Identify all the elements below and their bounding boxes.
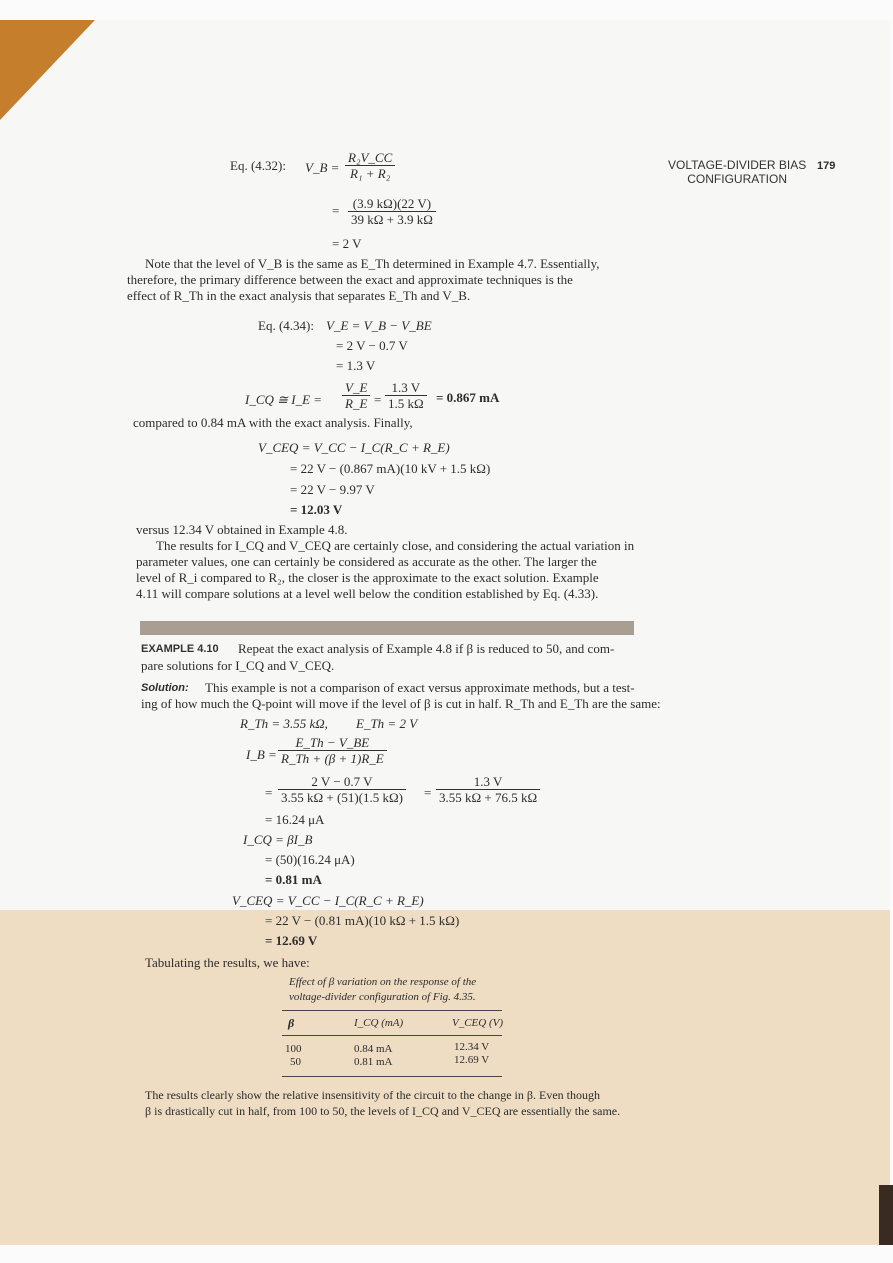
vce2-line2: = 22 V − (0.81 mA)(10 kΩ + 1.5 kΩ) [265,913,460,928]
paragraph-note: Note that the level of V_B is the same as E_Th determined in Example 4.7. Essentially, therefore, the primary difference between the exact and approximate techniques is the effect of R_Th in the exact analysis that separates E_Th and V_B. [127,256,600,303]
solution-line2: ing of how much the Q-point will move if the level of β is cut in half. R_Th and E_Th are the same: [141,696,661,711]
icq2-line2: = (50)(16.24 μA) [265,852,355,867]
eq432-label: Eq. (4.32): [230,158,286,173]
table-header-beta: β [288,1016,295,1030]
ib-lhs: I_B = [246,747,277,762]
eth-value: E_Th = 2 V [356,716,418,731]
icq-fraction1: $\frac{V\_E}{R\_E}$ [342,380,370,411]
ib-fraction1: $\frac{E\_Th - V\_BE}{R\_Th + (\beta + 1)R\_E}$ [278,735,387,766]
eq432-equals: = [332,203,340,218]
eq432-result: = 2 V [332,236,362,251]
icq-result: = 0.867 mA [436,390,500,405]
icq-lhs: I_CQ ≅ I_E = [245,392,323,407]
ib-equals1: = [265,785,273,800]
vce1-line4: = 12.03 V [290,502,343,517]
eq432-fraction2: $\frac{(3.9 k\Omega)(22 V)}{39 k\Omega + 3.9 k\Omega}$ [348,196,436,227]
rth-value: R_Th = 3.55 kΩ, [240,716,328,731]
table-cell: 50 [290,1056,301,1068]
ib-equals2: = [424,785,432,800]
table-cell: 0.81 mA [354,1056,393,1068]
icq2-line1: I_CQ = βI_B [243,832,313,847]
ib-fraction2: $\frac{2 V - 0.7 V}{3.55 k\Omega + (51)(1.5 k\Omega)}$ [278,774,406,805]
ib-fraction3: $\frac{1.3 V}{3.55 k\Omega + 76.5 k\Omega}$ [436,774,540,805]
eq434-line3: = 1.3 V [336,358,376,373]
eq434-label: Eq. (4.34): [258,318,314,333]
versus-text: versus 12.34 V obtained in Example 4.8. [136,522,348,537]
table-header-vceq: V_CEQ (V) [452,1017,504,1029]
results-table [282,1010,502,1077]
binding-edge [879,1185,893,1245]
vce2-line3: = 12.69 V [265,933,318,948]
running-header: VOLTAGE-DIVIDER BIAS CONFIGURATION [668,158,807,186]
table-caption-line2: voltage-divider configuration of Fig. 4.35. [289,991,476,1003]
eq432-lhs: V_B = [305,160,340,175]
icq2-line3: = 0.81 mA [265,872,322,887]
folded-corner [0,20,95,120]
solution-line1: This example is not a comparison of exact versus approximate methods, but a test- [205,680,635,695]
ib-result: = 16.24 μA [265,812,325,827]
example-bar [140,621,634,635]
table-cell: 12.69 V [454,1054,490,1066]
page-shadow-region [0,910,890,1245]
example-line2: pare solutions for I_CQ and V_CEQ. [141,658,335,673]
table-bottom-rule [282,1076,502,1077]
solution-label: Solution: [141,682,189,694]
example-line1: Repeat the exact analysis of Example 4.8 if β is reduced to 50, and com- [238,641,615,656]
icq-fraction2: $\frac{1.3 V}{1.5 k\Omega}$ [385,380,427,411]
vce2-line1: V_CEQ = V_CC − I_C(R_C + R_E) [232,893,424,908]
example-label: EXAMPLE 4.10 [141,643,219,655]
page-number: 179 [817,160,836,172]
paragraph-conclusion: The results clearly show the relative insensitivity of the circuit to the change in β. Even though β is drastically cut in half, from 100 to 50, the levels of I_CQ and V_CEQ are essentially the same. [145,1088,621,1118]
table-cell: 12.34 V [454,1041,490,1053]
table-cell: 100 [285,1043,302,1055]
compared-text: compared to 0.84 mA with the exact analysis. Finally, [133,415,413,430]
vce1-line3: = 22 V − 9.97 V [290,482,375,497]
table-cell: 0.84 mA [354,1043,393,1055]
table-header-row [282,1011,502,1035]
vce1-line2: = 22 V − (0.867 mA)(10 kV + 1.5 kΩ) [290,461,491,476]
table-header-icq: I_CQ (mA) [354,1017,404,1029]
eq434-line2: = 2 V − 0.7 V [336,338,408,353]
paragraph-results: The results for I_CQ and V_CEQ are certainly close, and considering the actual variation in parameter values, one can certainly be considered as accurate as the other. The larger the level of R_i compared to R₂, the closer is the approximate to the exact solution. Example 4.11 will compare solutions at a level well below the condition established by Eq. (4.33). [136,538,635,601]
table-body [282,1036,502,1076]
eq432-fraction1: $\frac{\text{R₂V\_CC}}{\text{R₁ + R₂}}$ [345,150,395,181]
eq434-line1: V_E = V_B − V_BE [326,318,432,333]
vce1-line1: V_CEQ = V_CC − I_C(R_C + R_E) [258,440,450,455]
icq-equals: = [374,392,382,407]
tabulating-text: Tabulating the results, we have: [145,955,310,970]
table-caption-line1: Effect of β variation on the response of the [289,976,477,988]
